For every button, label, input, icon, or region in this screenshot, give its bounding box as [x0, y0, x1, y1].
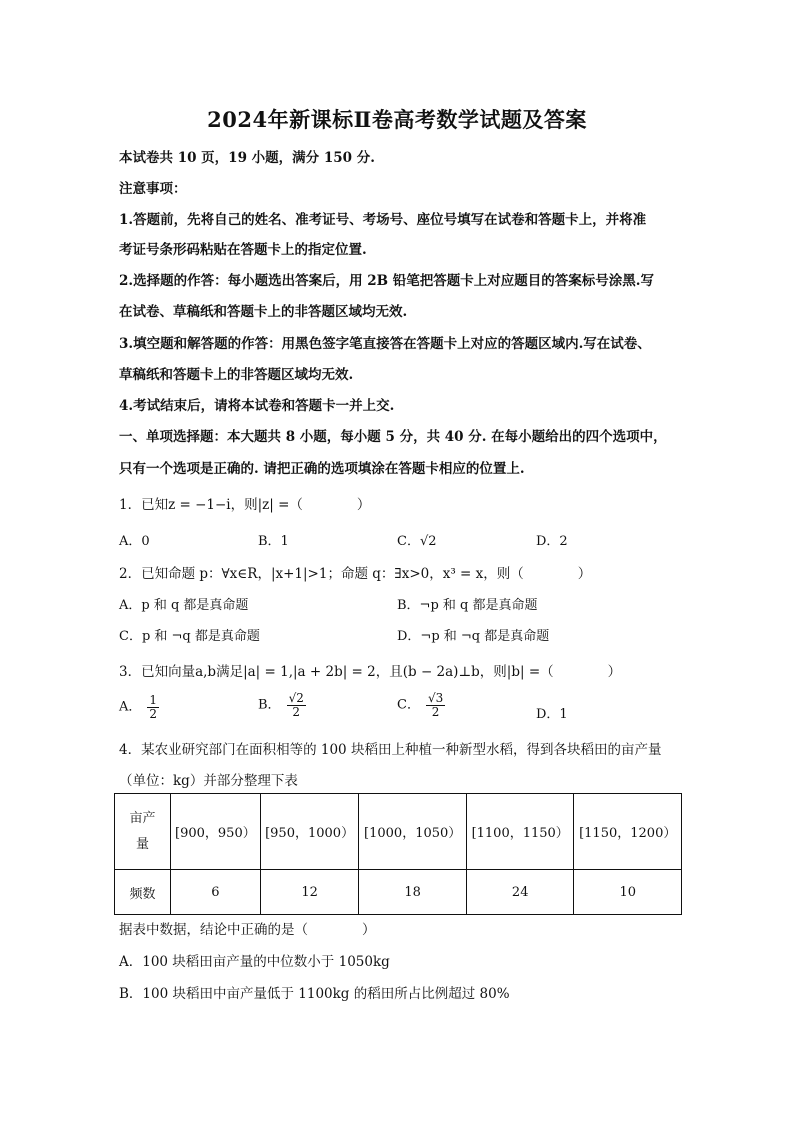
table-cell: 6	[171, 870, 261, 915]
row-header: 频数	[115, 870, 171, 915]
q4-option-a: A．100 块稻田亩产量的中位数小于 1050kg	[119, 954, 390, 970]
question-2-stem: 2．已知命题 p：∀x∈R，|x+1|>1；命题 q：∃x>0，x³ = x，则（ ）	[119, 566, 592, 582]
fraction: $\frac{√3}{2}$	[427, 691, 444, 719]
option-label: B．	[258, 697, 281, 713]
table-cell: 18	[359, 870, 467, 915]
page-title: 2024年新课标Ⅱ卷高考数学试题及答案	[207, 107, 587, 132]
table-cell: [1150，1200）	[574, 794, 682, 870]
q4-option-b: B．100 块稻田中亩产量低于 1100kg 的稻田所占比例超过 80%	[119, 986, 510, 1002]
notice-line: 4.考试结束后，请将本试卷和答题卡一并上交.	[119, 398, 395, 414]
table-cell: [900，950）	[171, 794, 261, 870]
table-cell: [1000，1050）	[359, 794, 467, 870]
q3-option-c	[397, 692, 445, 718]
option-label: A．	[119, 699, 142, 715]
section-heading: 一、单项选择题：本大题共 8 小题，每小题 5 分，共 40 分. 在每小题给出的四个选项中，	[119, 429, 667, 445]
table-cell: [950，1000）	[260, 794, 359, 870]
table-cell: 12	[260, 870, 359, 915]
notice-line: 在试卷、草稿纸和答题卡上的非答题区域均无效.	[119, 304, 408, 320]
q2-option-b: B．¬p 和 q 都是真命题	[397, 598, 538, 613]
fraction: $\frac{√2}{2}$	[288, 691, 304, 719]
table-cell: 10	[574, 870, 682, 915]
notice-line: 草稿纸和答题卡上的非答题区域均无效.	[119, 367, 354, 383]
fraction: $\frac{1}{2}$	[149, 693, 158, 721]
q1-option-a: A．0	[119, 534, 150, 549]
question-4-prompt: 据表中数据，结论中正确的是（ ）	[119, 922, 376, 938]
q3-option-a	[119, 694, 159, 720]
table-row	[115, 870, 682, 915]
yield-table	[114, 793, 682, 915]
table-row	[115, 794, 682, 870]
notice-line: 1.答题前，先将自己的姓名、准考证号、考场号、座位号填写在试卷和答题卡上，并将准	[119, 212, 647, 228]
question-1-stem: 1．已知z = −1−i，则|z| =（ ）	[119, 497, 371, 513]
q1-option-d: D．2	[536, 534, 568, 549]
q2-option-a: A．p 和 q 都是真命题	[119, 598, 249, 613]
q2-option-c: C．p 和 ¬q 都是真命题	[119, 629, 260, 644]
q3-option-d: D．1	[536, 707, 568, 722]
q2-option-d: D．¬p 和 ¬q 都是真命题	[397, 629, 550, 644]
option-label: C．	[397, 697, 420, 713]
question-4-stem: （单位：kg）并部分整理下表	[119, 773, 298, 789]
notice-line: 2.选择题的作答：每小题选出答案后，用 2B 铅笔把答题卡上对应题目的答案标号涂黑.写	[119, 273, 654, 289]
notice-line: 考证号条形码粘贴在答题卡上的指定位置.	[119, 242, 367, 258]
question-4-stem: 4．某农业研究部门在面积相等的 100 块稻田上种植一种新型水稻，得到各块稻田的亩产量	[119, 742, 662, 758]
table-cell: [1100，1150）	[466, 794, 574, 870]
q1-option-b: B．1	[258, 534, 289, 549]
intro-text: 本试卷共 10 页，19 小题，满分 150 分.	[119, 150, 375, 166]
table-cell: 24	[466, 870, 574, 915]
row-header: 亩产 量	[115, 794, 171, 870]
q3-option-b	[258, 692, 306, 718]
notice-heading: 注意事项：	[119, 181, 187, 197]
q1-option-c: C．√2	[397, 534, 437, 549]
notice-line: 3.填空题和解答题的作答：用黑色签字笔直接答在答题卡上对应的答题区域内.写在试卷、	[119, 336, 651, 352]
section-heading: 只有一个选项是正确的. 请把正确的选项填涂在答题卡相应的位置上.	[119, 461, 525, 477]
question-3-stem: 3．已知向量a,b满足|a| = 1,|a + 2b| = 2，且(b − 2a)⊥b，则|b| =（ ）	[119, 664, 622, 680]
